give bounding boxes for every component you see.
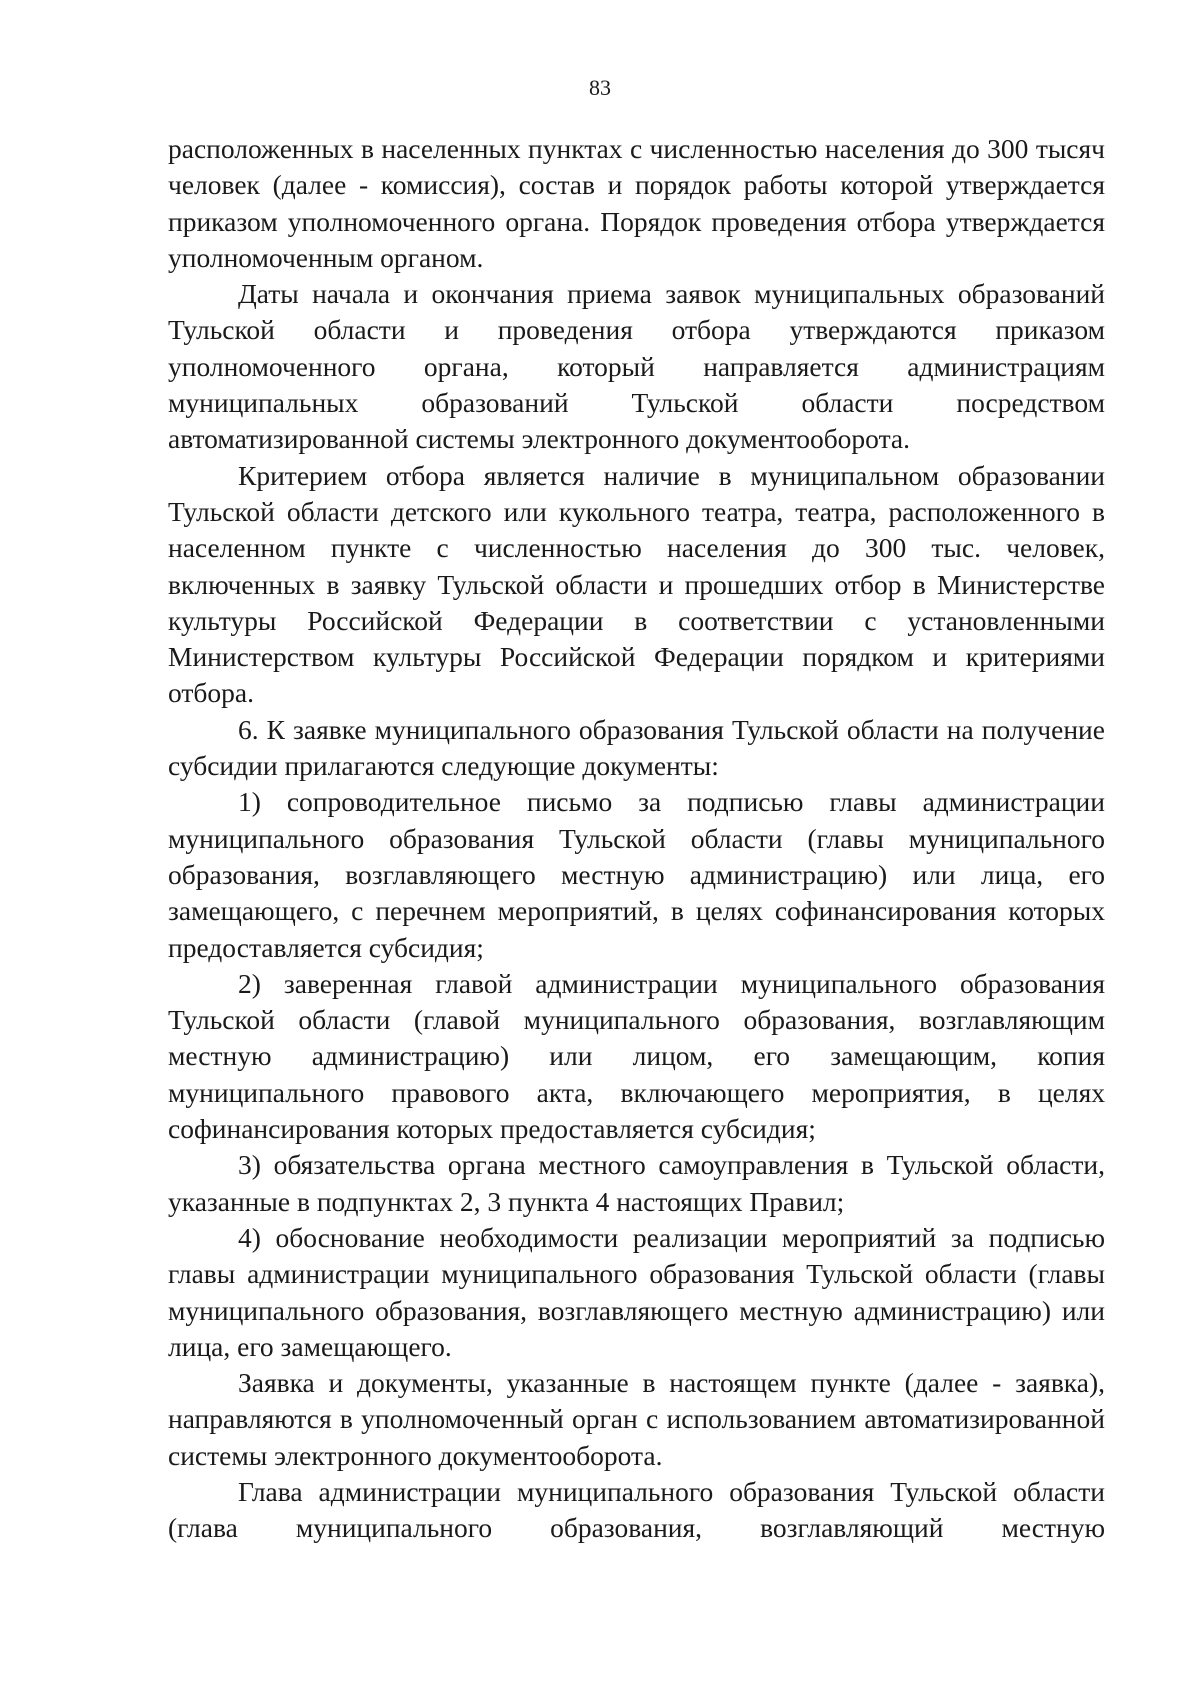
paragraph-application-submission: Заявка и документы, указанные в настоящем пункте (далее - заявка), направляются в уполномоченный орган с использованием автоматизированной системы электронного документооборота. xyxy=(168,1367,1105,1471)
paragraph-subitem-4: 4) обоснование необходимости реализации мероприятий за подписью главы администрации муниципального образования Тульской области (главы муниципального образования, возглавляющего местную администрацию) или лица, его замещающего. xyxy=(168,1221,1105,1362)
paragraph-subitem-1: 1) сопроводительное письмо за подписью главы администрации муниципального образования Тульской области (главы муниципального образования, возглавляющего местную администрацию) или лица, его замещающего, с перечнем мероприятий, в целях софинансирования которых предоставляется субсидия; xyxy=(168,786,1105,963)
paragraph-application-dates: Даты начала и окончания приема заявок муниципальных образований Тульской области и проведения отбора утверждаются приказом уполномоченного органа, который направляется администрациям муниципальных образований Тульской области посредством автоматизированной системы электронного документооборота. xyxy=(168,278,1105,455)
paragraph-subitem-2: 2) заверенная главой администрации муниципального образования Тульской области (главой муниципального образования, возглавляющим местную администрацию) или лицом, его замещающим, копия муниципального правового акта, включающего мероприятия, в целях софинансирования которых предоставляется субсидия; xyxy=(168,967,1105,1145)
paragraph-selection-criterion: Критерием отбора является наличие в муниципальном образовании Тульской области детского или кукольного театра, театра, расположенного в населенном пункте с численностью населения до 300 тыс. человек, включенных в заявку Тульской области и прошедших отбор в Министерстве культуры Российской Федерации в соответствии с установленными Министерством культуры Российской Федерации порядком и критериями отбора. xyxy=(168,459,1105,709)
paragraph-head-of-administration: Глава администрации муниципального образования Тульской области (глава муниципального образования, возглавляющий местную xyxy=(168,1475,1105,1544)
document-body xyxy=(168,131,1105,1547)
paragraph-commission: расположенных в населенных пунктах с численностью населения до 300 тысяч человек (далее - комиссия), состав и порядок работы которой утверждается приказом уполномоченного органа. Порядок проведения отбора утверждается уполномоченным органом. xyxy=(168,133,1105,273)
page-number: 83 xyxy=(589,75,611,100)
paragraph-item-6: 6. К заявке муниципального образования Тульской области на получение субсидии прилагаются следующие документы: xyxy=(168,713,1105,782)
paragraph-subitem-3: 3) обязательства органа местного самоуправления в Тульской области, указанные в подпунктах 2, 3 пункта 4 настоящих Правил; xyxy=(168,1149,1105,1217)
